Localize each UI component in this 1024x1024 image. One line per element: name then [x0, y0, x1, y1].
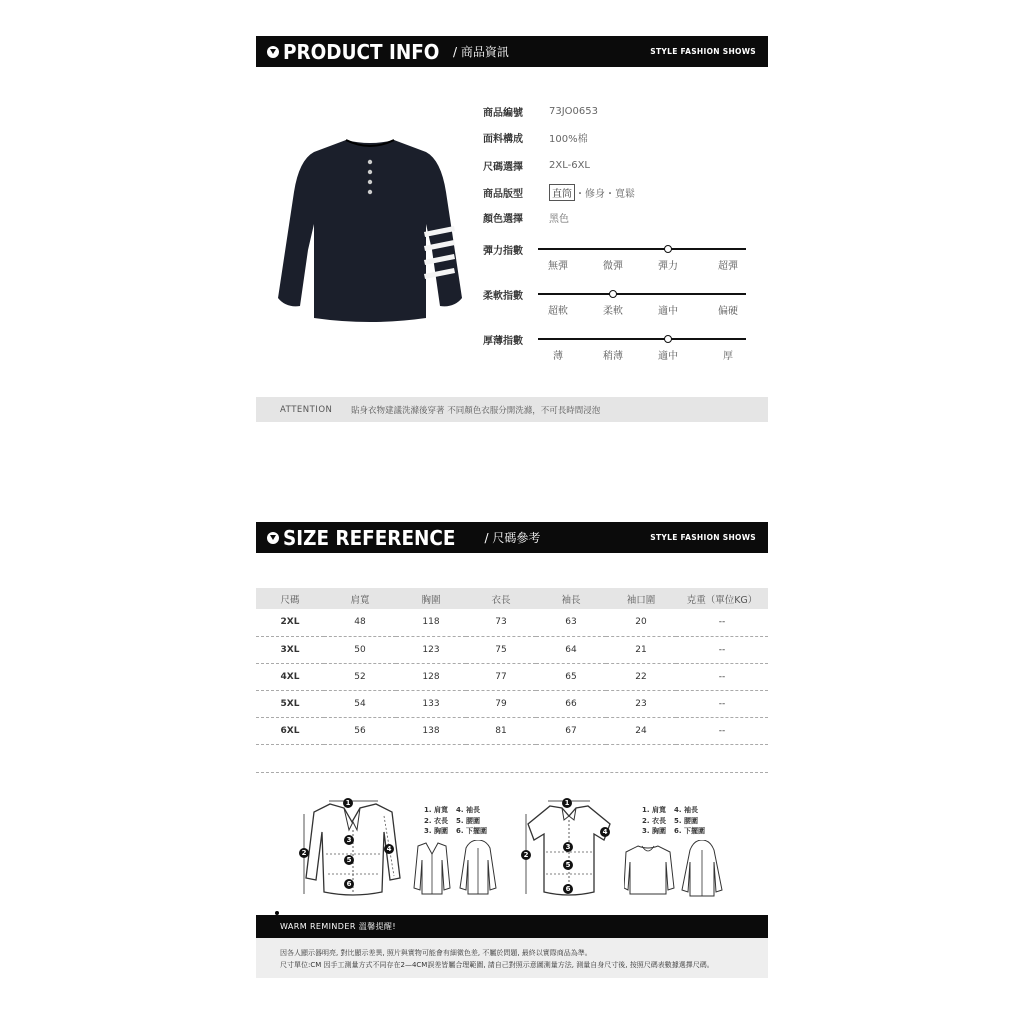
measure-cell: 21 [606, 636, 676, 663]
warm-reminder-title: WARM REMINDER 溫馨提醒! [280, 922, 396, 931]
banner-brand: STYLE FASHION SHOWS [650, 533, 756, 542]
column-header: 尺碼 [256, 588, 324, 609]
marker-3: 3 [344, 835, 354, 845]
warm-reminder-bar [256, 915, 768, 938]
scale-label: 柔軟指數 [483, 291, 523, 302]
info-label: 顏色選擇 [483, 214, 523, 225]
scale-marker [664, 335, 672, 343]
measure-cell: 52 [324, 663, 396, 690]
scale-tick-label: 適中 [658, 351, 678, 362]
column-header: 胸圍 [396, 588, 466, 609]
measure-cell: 23 [606, 690, 676, 717]
measure-cell: 66 [536, 690, 606, 717]
banner-title: PRODUCT INFO [283, 39, 440, 64]
scale-tick-label: 柔軟 [603, 306, 623, 317]
scale-marker [609, 290, 617, 298]
column-header: 克重（單位KG） [676, 588, 768, 609]
info-value: 73JO0653 [549, 106, 598, 117]
measure-cell: 123 [396, 636, 466, 663]
measure-cell: 79 [466, 690, 536, 717]
table-row [256, 717, 768, 744]
measure-cell: 138 [396, 717, 466, 744]
sweater-image [276, 132, 464, 324]
marker-4: 4 [384, 844, 394, 854]
marker-3: 3 [563, 842, 573, 852]
measure-cell: 20 [606, 609, 676, 636]
info-label: 面料構成 [483, 134, 523, 145]
size-cell: 6XL [256, 717, 324, 744]
marker-5: 5 [344, 855, 354, 865]
warm-reminder-line-1: 因各人顯示器明亮, 對比顯示差異, 照片與實物可能會有細微色差, 不屬於問題, 最終以實際商品為準。 [280, 949, 592, 957]
size-cell: 3XL [256, 636, 324, 663]
measure-cell: 118 [396, 609, 466, 636]
banner-brand: STYLE FASHION SHOWS [650, 47, 756, 56]
warm-reminder-line-2: 尺寸單位:CM 因手工測量方式不同存在2—4CM誤差皆屬合理範圍, 請自己對照示意圖測量方法, 測量自身尺寸後, 按照尺碼表數據選擇尺碼。 [280, 961, 714, 969]
marker-4: 4 [600, 827, 610, 837]
info-label: 商品編號 [483, 108, 523, 119]
measure-cell: 81 [466, 717, 536, 744]
scale-tick-label: 超彈 [718, 261, 738, 272]
measure-cell: 73 [466, 609, 536, 636]
marker-2: 2 [521, 850, 531, 860]
size-cell: 5XL [256, 690, 324, 717]
scale-marker [664, 245, 672, 253]
scale-tick-label: 薄 [553, 351, 563, 362]
marker-1: 1 [562, 798, 572, 808]
measure-cell: 64 [536, 636, 606, 663]
size-reference-banner [256, 522, 768, 553]
table-row [256, 690, 768, 717]
info-row [483, 104, 598, 119]
info-value: 100%棉 [549, 134, 588, 145]
marker-1: 1 [343, 798, 353, 808]
column-header: 肩寬 [324, 588, 396, 609]
info-value: 黑色 [549, 214, 569, 225]
product-info-banner [256, 36, 768, 67]
attention-text: 貼身衣物建議洗滌後穿著 不同顏色衣服分開洗滌，不可長時間浸泡 [351, 405, 601, 416]
attention-label: ATTENTION [280, 404, 333, 415]
measure-cell: 24 [606, 717, 676, 744]
info-row [483, 184, 635, 201]
info-label: 商品版型 [483, 189, 523, 200]
info-row [483, 130, 588, 145]
banner-subtitle: / 商品資訊 [453, 45, 509, 59]
measure-cell: -- [676, 690, 768, 717]
measure-cell: 56 [324, 717, 396, 744]
info-label: 尺碼選擇 [483, 162, 523, 173]
scale-label: 彈力指數 [483, 246, 523, 257]
measure-cell: 48 [324, 609, 396, 636]
table-row [256, 663, 768, 690]
size-table [256, 588, 768, 745]
table-row [256, 636, 768, 663]
marker-5: 5 [563, 860, 573, 870]
measure-cell: 128 [396, 663, 466, 690]
measure-cell: 65 [536, 663, 606, 690]
measure-cell: 133 [396, 690, 466, 717]
blazer-hoodie-thumbnails [410, 840, 500, 896]
scale-tick-label: 超軟 [548, 306, 568, 317]
info-row [483, 210, 569, 225]
scale-track [538, 248, 746, 250]
scale-track [538, 293, 746, 295]
sweater-hoodie-thumbnails [624, 840, 724, 898]
info-row [483, 158, 590, 173]
table-row [256, 609, 768, 636]
scale-label: 厚薄指數 [483, 336, 523, 347]
scale-track [538, 338, 746, 340]
measure-legend-left: 1. 肩寬 4. 袖長 2. 衣長 5. 腰圍 3. 胸圍 6. 下擺圍 [424, 806, 487, 835]
measure-cell: 67 [536, 717, 606, 744]
measure-cell: -- [676, 609, 768, 636]
measure-cell: -- [676, 663, 768, 690]
measure-cell: 50 [324, 636, 396, 663]
fit-selected-badge: 直筒 [549, 184, 575, 201]
scale-tick-label: 微彈 [603, 261, 623, 272]
scale-tick-label: 適中 [658, 306, 678, 317]
marker-6: 6 [344, 879, 354, 889]
measure-cell: 54 [324, 690, 396, 717]
size-cell: 4XL [256, 663, 324, 690]
info-value: ・修身・寬鬆 [575, 189, 635, 200]
scale-tick-label: 無彈 [548, 261, 568, 272]
measure-cell: 22 [606, 663, 676, 690]
banner-title: SIZE REFERENCE [283, 525, 456, 550]
scale-tick-label: 稍薄 [603, 351, 623, 362]
marker-2: 2 [299, 848, 309, 858]
column-header: 衣長 [466, 588, 536, 609]
banner-subtitle: / 尺碼參考 [484, 531, 541, 545]
scale-tick-label: 厚 [723, 351, 733, 362]
heart-icon [267, 46, 279, 58]
column-header: 袖長 [536, 588, 606, 609]
divider [256, 772, 768, 773]
measure-cell: -- [676, 636, 768, 663]
measure-cell: 75 [466, 636, 536, 663]
measure-cell: -- [676, 717, 768, 744]
info-value: 2XL-6XL [549, 160, 591, 171]
warm-reminder-body [256, 938, 768, 978]
measure-legend-right: 1. 肩寬 4. 袖長 2. 衣長 5. 腰圍 3. 胸圍 6. 下擺圍 [642, 806, 705, 835]
heart-icon [267, 532, 279, 544]
measure-cell: 63 [536, 609, 606, 636]
size-cell: 2XL [256, 609, 324, 636]
scale-tick-label: 彈力 [658, 261, 678, 272]
attention-bar [256, 397, 768, 422]
scale-tick-label: 偏硬 [718, 306, 738, 317]
column-header: 袖口圍 [606, 588, 676, 609]
measure-cell: 77 [466, 663, 536, 690]
marker-6: 6 [563, 884, 573, 894]
